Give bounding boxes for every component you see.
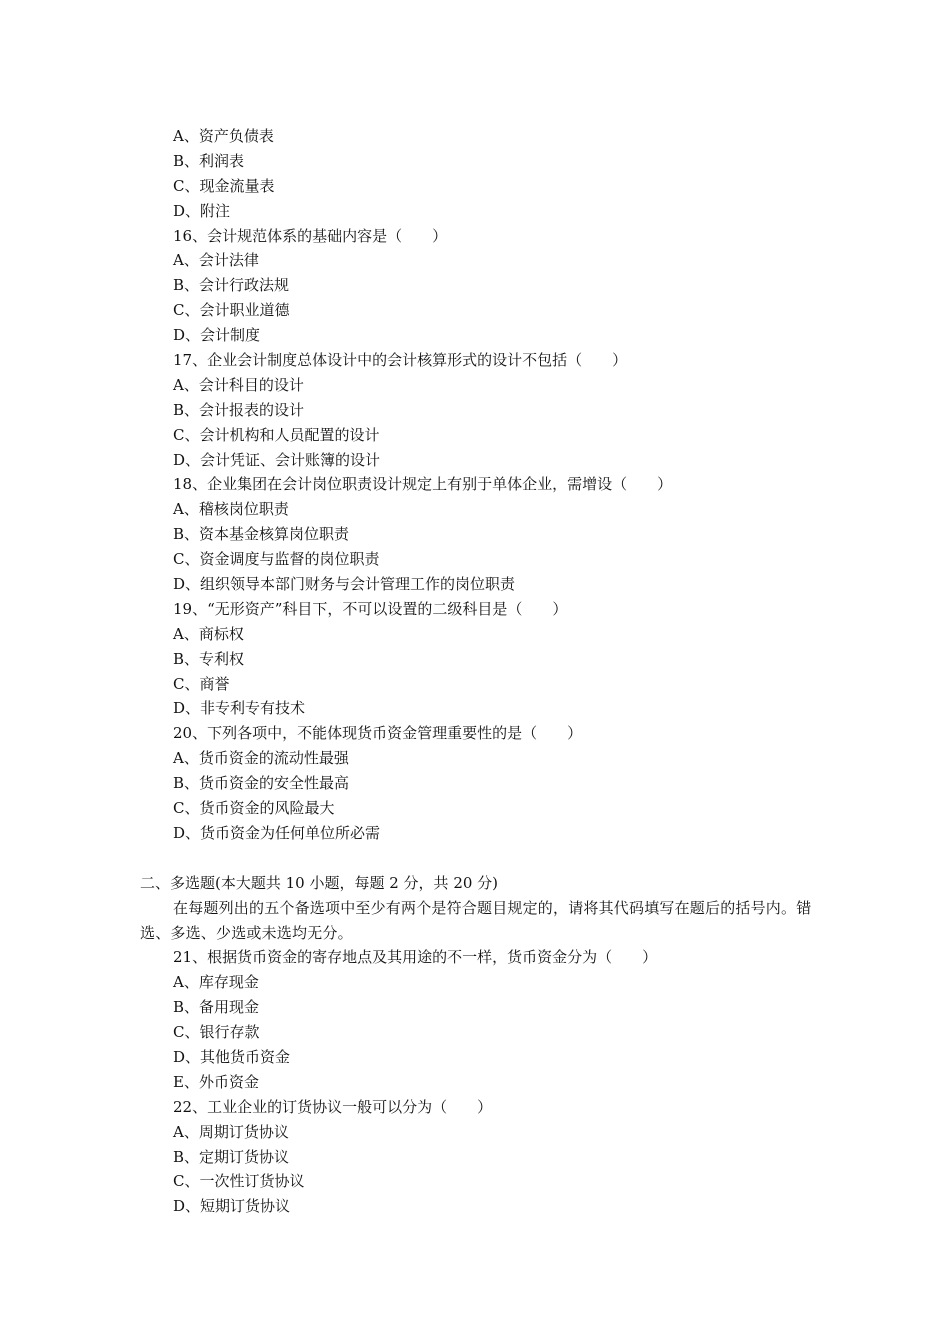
option-q18-d: D、组织领导本部门财务与会计管理工作的岗位职责 <box>173 575 516 594</box>
option-q16-b: B、会计行政法规 <box>173 276 290 295</box>
option-q16-c: C、会计职业道德 <box>173 301 290 320</box>
question-18: 18、企业集团在会计岗位职责设计规定上有别于单体企业，需增设（ ） <box>173 475 673 494</box>
option-q20-a: A、货币资金的流动性最强 <box>173 749 349 768</box>
option-q17-c: C、会计机构和人员配置的设计 <box>173 425 380 444</box>
option-q18-c: C、资金调度与监督的岗位职责 <box>173 550 380 569</box>
option-q16-d: D、会计制度 <box>173 326 261 345</box>
section-instruction: 在每题列出的五个备选项中至少有两个是符合题目规定的，请将其代码填写在题后的括号内。错选、多选、少选或未选均无分。 <box>140 898 812 942</box>
option-q15-a: A、资产负债表 <box>173 127 274 145</box>
option-q15-d: D、附注 <box>173 201 231 220</box>
option-q19-a: A、商标权 <box>173 624 244 643</box>
option-q15-c: C、现金流量表 <box>173 176 275 195</box>
option-q17-a: A、会计科目的设计 <box>173 375 304 394</box>
option-q21-e: E、外币资金 <box>173 1072 259 1091</box>
option-q20-b: B、货币资金的安全性最高 <box>173 774 350 793</box>
option-q22-a: A、周期订货协议 <box>173 1122 289 1141</box>
option-q21-b: B、备用现金 <box>173 998 260 1017</box>
option-q19-d: D、非专利专有技术 <box>173 699 306 718</box>
question-22: 22、工业企业的订货协议一般可以分为（ ） <box>173 1097 493 1116</box>
section-heading: 二、多选题(本大题共 10 小题，每题 2 分，共 20 分) <box>140 873 499 892</box>
option-q20-c: C、货币资金的风险最大 <box>173 799 335 818</box>
question-17: 17、企业会计制度总体设计中的会计核算形式的设计不包括（ ） <box>173 351 628 370</box>
option-q21-c: C、银行存款 <box>173 1023 260 1042</box>
question-21: 21、根据货币资金的寄存地点及其用途的不一样，货币资金分为（ ） <box>173 948 658 967</box>
question-19: 19、“无形资产”科目下，不可以设置的二级科目是（ ） <box>173 599 568 618</box>
option-q17-d: D、会计凭证、会计账簿的设计 <box>173 450 381 469</box>
question-20: 20、下列各项中，不能体现货币资金管理重要性的是（ ） <box>173 724 583 743</box>
option-q21-a: A、库存现金 <box>173 973 259 992</box>
section-gap <box>140 846 820 871</box>
option-q19-b: B、专利权 <box>173 649 245 668</box>
question-16: 16、会计规范体系的基础内容是（ ） <box>173 226 448 245</box>
option-q22-b: B、定期订货协议 <box>173 1147 290 1166</box>
option-q22-c: C、一次性订货协议 <box>173 1172 305 1191</box>
option-q21-d: D、其他货币资金 <box>173 1047 291 1066</box>
option-q22-d: D、短期订货协议 <box>173 1197 291 1216</box>
option-q18-a: A、稽核岗位职责 <box>173 500 289 519</box>
option-q18-b: B、资本基金核算岗位职责 <box>173 525 350 544</box>
option-q17-b: B、会计报表的设计 <box>173 400 305 419</box>
option-q20-d: D、货币资金为任何单位所必需 <box>173 823 381 842</box>
exam-content <box>140 124 820 1219</box>
option-q15-b: B、利润表 <box>173 151 245 170</box>
option-q16-a: A、会计法律 <box>173 251 259 270</box>
option-q19-c: C、商誉 <box>173 674 230 693</box>
